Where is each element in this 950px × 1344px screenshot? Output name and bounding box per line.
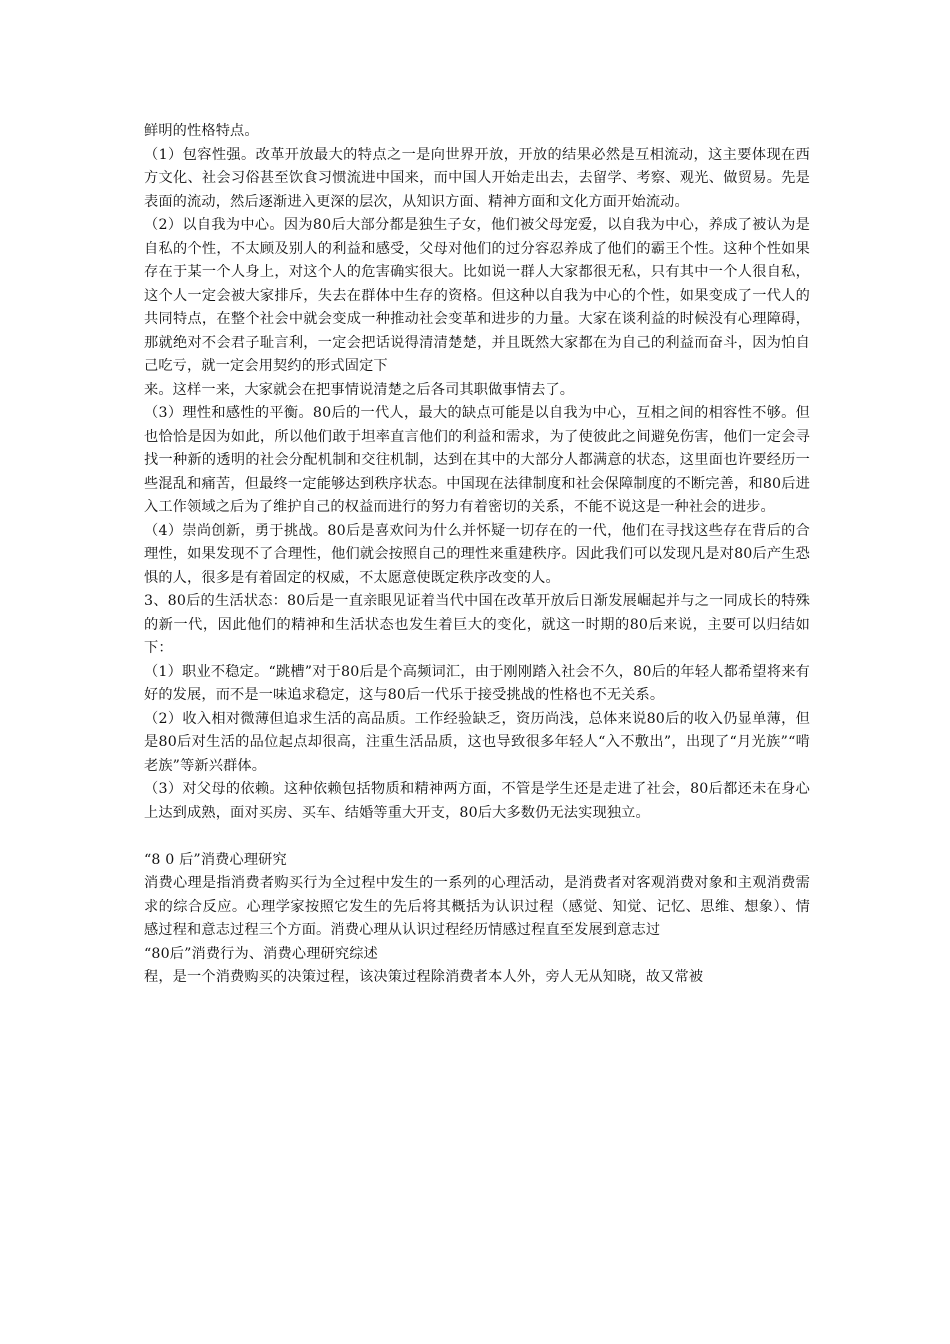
paragraph-living-state: 3、80后的生活状态：80后是一直亲眼见证着当代中国在改革开放后日渐发展崛起并与之一同成长的特殊的新一代，因此他们的精神和生活状态也发生着巨大的变化，就这一时期的80后来说，主要可以归结如下：: [144, 593, 810, 656]
paragraph-dependence: （3）对父母的依赖。这种依赖包括物质和精神两方面，不管是学生还是走进了社会，80后都还未在身心上达到成熟，面对买房、买车、结婚等重大开支，80后大多数仍无法实现独立。: [144, 781, 810, 821]
paragraph-intro-tail: 鲜明的性格特点。: [144, 123, 259, 139]
paragraph-decision-process: 程，是一个消费购买的决策过程，该决策过程除消费者本人外，旁人无从知晓，故又常被: [144, 969, 704, 985]
paragraph-self-centered-tail: 来。这样一来，大家就会在把事情说清楚之后各司其职做事情去了。: [144, 381, 575, 398]
paragraph-inclusive: （1）包容性强。改革开放最大的特点之一是向世界开放，开放的结果必然是互相流动，这主要体现在西方文化、社会习俗甚至饮食习惯流进中国来，而中国人开始走出去，去留学、考察、观光、做贸易。先是表面的流动，然后逐渐进入更深的层次，从知识方面、精神方面和文化方面开始流动。: [144, 146, 810, 210]
paragraph-innovation: （4）崇尚创新，勇于挑战。80后是喜欢问为什么并怀疑一切存在的一代，他们在寻找这些存在背后的合理性，如果发现不了合理性，他们就会按照自己的理性来重建秩序。因此我们可以发现凡是对80后产生恐惧的人，很多是有着固定的权威，不太愿意使既定秩序改变的人。: [144, 522, 810, 586]
paragraph-rational-balance: （3）理性和感性的平衡。80后的一代人，最大的缺点可能是以自我为中心，互相之间的相容性不够。但也恰恰是因为如此，所以他们敢于坦率直言他们的利益和需求，为了使彼此之间避免伤害，他们一定会寻找一种新的透明的社会分配机制和交往机制，达到在其中的大部分人都满意的状态，这里面也许要经历一些混乱和痛苦，但最终一定能够达到秩序状态。中国现在法律制度和社会保障制度的不断完善，和80后进入工作领域之后为了维护自己的权益而进行的努力有着密切的关系，不能不说这是一种社会的进步。: [144, 405, 810, 515]
section-heading-consumer-psychology: “8 0 后”消费心理研究: [144, 851, 287, 868]
paragraph-income: （2）收入相对微薄但追求生活的高品质。工作经验缺乏，资历尚浅，总体来说80后的收入仍显单薄，但是80后对生活的品位起点却很高，注重生活品质，这也导致很多年轻人“入不敷出”，出现了“月光族”“啃老族”等新兴群体。: [144, 710, 810, 774]
paragraph-self-centered: （2）以自我为中心。因为80后大部分都是独生子女，他们被父母宠爱，以自我为中心，养成了被认为是自私的个性，不太顾及别人的利益和感受，父母对他们的过分容忍养成了他们的霸王个性。这种个性如果存在于某一个人身上，对这个人的危害确实很大。比如说一群人大家都很无私，只有其中一个人很自私，这个人一定会被大家排斥，失去在群体中生存的资格。但这种以自我为中心的个性，如果变成了一代人的共同特点，在整个社会中就会变成一种推动社会变革和进步的力量。大家在谈利益的时候没有心理障碍，那就绝对不会君子耻言利，一定会把话说得清清楚楚，并且既然大家都在为自己的利益而奋斗，因为怕自己吃亏，就一定会用契约的形式固定下: [144, 217, 810, 374]
document-body: [144, 120, 810, 990]
section-heading-review: “80后”消费行为、消费心理研究综述: [144, 945, 378, 962]
paragraph-career: （1）职业不稳定。“跳槽”对于80后是个高频词汇，由于刚刚踏入社会不久，80后的年轻人都希望将来有好的发展，而不是一味追求稳定，这与80后一代乐于接受挑战的性格也不无关系。: [144, 663, 810, 703]
paragraph-consumer-psychology: 消费心理是指消费者购买行为全过程中发生的一系列的心理活动，是消费者对客观消费对象和主观消费需求的综合反应。心理学家按照它发生的先后将其概括为认识过程（感觉、知觉、记忆、思维、想象）、情感过程和意志过程三个方面。消费心理从认识过程经历情感过程直至发展到意志过: [144, 875, 810, 938]
blank-line: [144, 825, 810, 849]
